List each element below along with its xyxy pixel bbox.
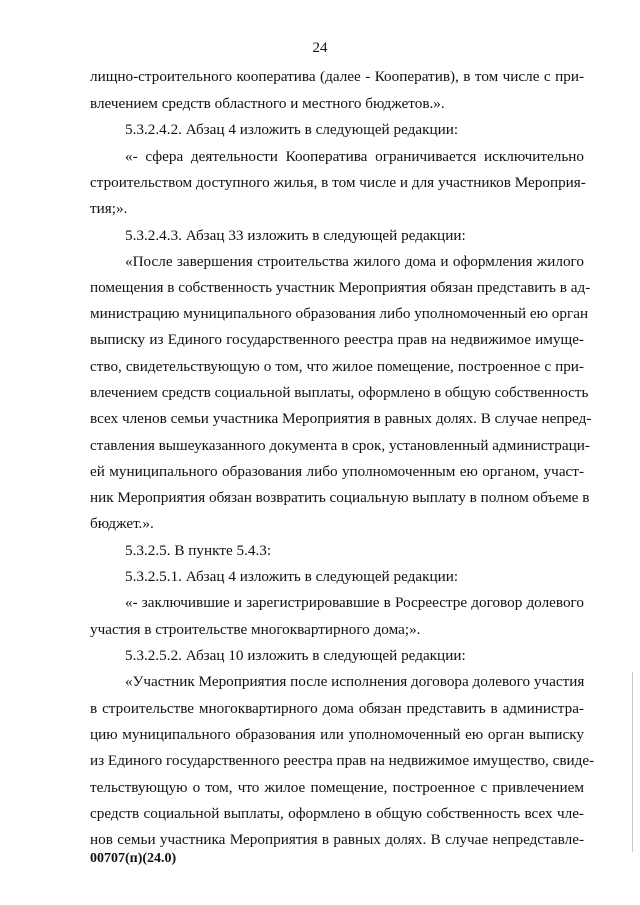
text-line: 5.3.2.5. В пункте 5.4.3: bbox=[125, 542, 272, 559]
text-line: всех членов семьи участника Мероприятия в равных долях. В случае непред- bbox=[90, 410, 592, 427]
text-line: ство, свидетельствующую о том, что жилое помещение, построенное с при- bbox=[90, 358, 584, 375]
text-line: участия в строительстве многоквартирного дома;». bbox=[90, 621, 421, 638]
text-line: строительством доступного жилья, в том числе и для участников Мероприя- bbox=[90, 174, 586, 191]
text-line: в строительстве многоквартирного дома обязан представить в администра- bbox=[90, 700, 584, 717]
text-line: тия;». bbox=[90, 200, 128, 217]
text-line: нов семьи участника Мероприятия в равных долях. В случае непредставле- bbox=[90, 831, 584, 848]
text-line: влечением средств социальной выплаты, оформлено в общую собственность bbox=[90, 384, 589, 401]
text-line: влечением средств областного и местного бюджетов.». bbox=[90, 95, 445, 112]
text-line: «Участник Мероприятия после исполнения договора долевого участия bbox=[125, 673, 585, 690]
text-line: бюджет.». bbox=[90, 515, 154, 532]
text-line: выписку из Единого государственного реестра прав на недвижимое имуще- bbox=[90, 331, 584, 348]
text-line: 5.3.2.4.2. Абзац 4 изложить в следующей редакции: bbox=[125, 121, 459, 138]
text-line: ей муниципального образования либо уполномоченным ею органом, участ- bbox=[90, 463, 584, 480]
text-line: «- сфера деятельности Кооператива ограничивается исключительно bbox=[125, 148, 584, 165]
document-code: 00707(п)(24.0) bbox=[90, 851, 177, 866]
text-line: «После завершения строительства жилого дома и оформления жилого bbox=[125, 253, 584, 270]
text-line: средств социальной выплаты, оформлено в общую собственность всех чле- bbox=[90, 805, 584, 822]
text-line: «- заключившие и зарегистрировавшие в Росреестре договор долевого bbox=[125, 594, 584, 611]
text-line: лищно-строительного кооператива (далее - Кооператив), в том числе с при- bbox=[90, 68, 584, 85]
text-line: 5.3.2.5.1. Абзац 4 изложить в следующей редакции: bbox=[125, 568, 459, 585]
text-line: министрацию муниципального образования либо уполномоченный ею орган bbox=[90, 305, 589, 322]
text-line: ник Мероприятия обязан возвратить социальную выплату в полном объеме в bbox=[90, 489, 590, 506]
scan-edge-line bbox=[632, 672, 633, 852]
text-line: из Единого государственного реестра прав на недвижимое имущество, свиде- bbox=[90, 752, 595, 769]
page-number: 24 bbox=[312, 40, 328, 56]
text-line: ставления вышеуказанного документа в срок, установленный администраци- bbox=[90, 437, 590, 454]
text-line: 5.3.2.4.3. Абзац 33 изложить в следующей редакции: bbox=[125, 227, 466, 244]
text-line: 5.3.2.5.2. Абзац 10 изложить в следующей редакции: bbox=[125, 647, 466, 664]
text-line: цию муниципального образования или уполномоченный ею орган выписку bbox=[90, 726, 584, 743]
text-line: помещения в собственность участник Мероприятия обязан представить в ад- bbox=[90, 279, 591, 296]
text-line: тельствующую о том, что жилое помещение, построенное с привлечением bbox=[90, 779, 584, 796]
